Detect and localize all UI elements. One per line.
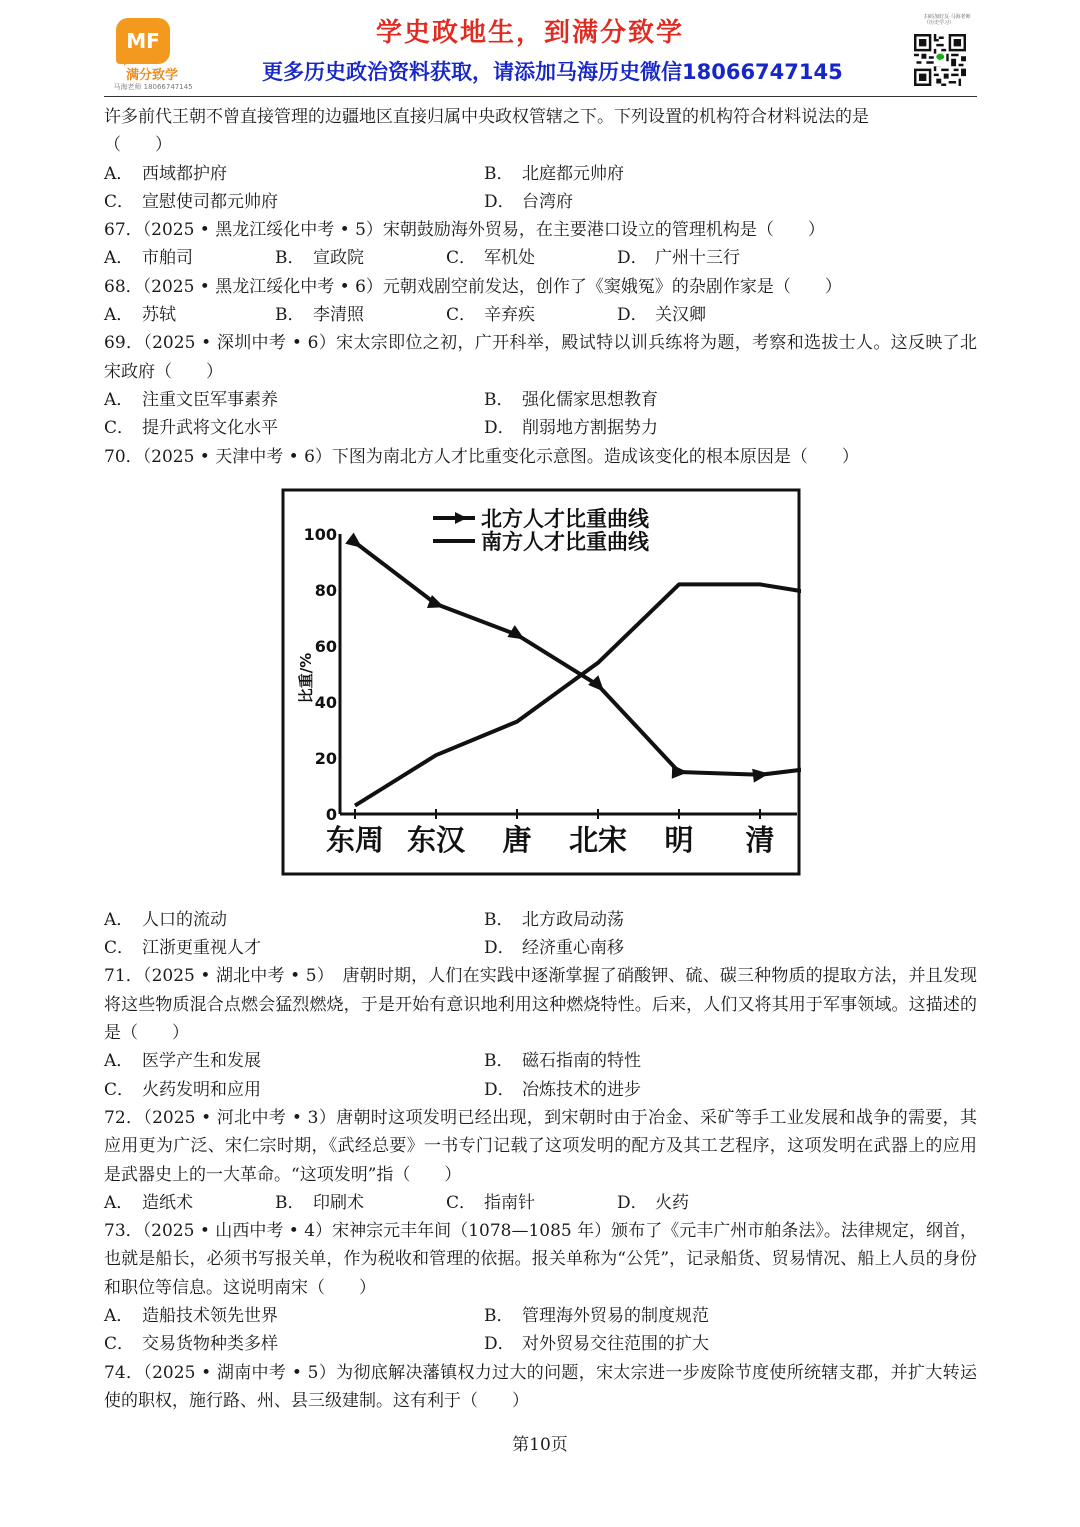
option-c[interactable]: C． 江浙更重视人才 xyxy=(104,938,261,959)
brand-name: 满分致学 xyxy=(125,68,178,83)
chart-area xyxy=(104,471,977,906)
y-axis-title: 比重/% xyxy=(297,652,315,704)
talent-ratio-chart xyxy=(281,488,801,876)
question-66 xyxy=(104,103,977,216)
option-c[interactable]: C． 提升武将文化水平 xyxy=(104,418,278,439)
options-row xyxy=(104,906,977,934)
options-row xyxy=(104,1302,977,1330)
option-d[interactable]: D． 削弱地方割据势力 xyxy=(484,418,658,439)
page-number: 第10页 xyxy=(512,1435,568,1455)
question-stem: 许多前代王朝不曾直接管理的边疆地区直接归属中央政权管辖之下。下列设置的机构符合材料说法的是 xyxy=(104,107,869,127)
y-tick-label: 20 xyxy=(314,748,337,768)
x-category-label: 东周 xyxy=(325,822,385,857)
options-row xyxy=(104,1189,977,1217)
option-b[interactable]: B． 北方政局动荡 xyxy=(484,909,624,930)
question-73 xyxy=(104,1217,977,1358)
page-header xyxy=(0,0,1080,96)
brand-logo: MF xyxy=(116,18,170,64)
option-c[interactable]: C． 指南针 xyxy=(446,1192,535,1213)
option-c[interactable]: C． 军机处 xyxy=(446,248,535,269)
option-d[interactable]: D． 经济重心南移 xyxy=(484,938,624,959)
qr-code-block xyxy=(914,14,971,86)
legend-label: 南方人才比重曲线 xyxy=(481,529,649,554)
question-stem: 71．（2025 • 湖北中考 • 5） 唐朝时期，人们在实践中逐渐掌握了硝酸钾、硫、碳三种物质的提取方法，并且发现将这些物质混合点燃会猛烈燃烧，于是开始有意识地利用这种燃烧特性。后来，人们又将其用于军事领域。这描述的是（ ） xyxy=(104,966,977,1044)
options-row xyxy=(104,934,977,962)
options-row xyxy=(104,386,977,414)
y-tick-label: 0 xyxy=(325,804,337,824)
options-row xyxy=(104,244,977,272)
option-d[interactable]: D． 对外贸易交往范围的扩大 xyxy=(484,1334,709,1355)
option-b[interactable]: B． 强化儒家思想教育 xyxy=(484,389,658,410)
option-a[interactable]: A． 造纸术 xyxy=(104,1192,193,1213)
header-promo: 更多历史政治资料获取，请添加马海历史微信18066747145 xyxy=(262,60,843,84)
option-b[interactable]: B． 磁石指南的特性 xyxy=(484,1051,641,1072)
header-slogan: 学史政地生，到满分致学 xyxy=(375,18,684,48)
option-c[interactable]: C． 宣慰使司都元帅府 xyxy=(104,191,278,212)
question-71 xyxy=(104,962,977,1103)
question-68 xyxy=(104,273,977,330)
question-69 xyxy=(104,329,977,442)
option-b[interactable]: B． 北庭都元帅府 xyxy=(484,163,624,184)
question-stem: 74．（2025 • 湖南中考 • 5）为彻底解决藩镇权力过大的问题，宋太宗进一步废除节度使所统辖支郡，并扩大转运使的职权，施行路、州、县三级建制。这有利于（ ） xyxy=(104,1362,977,1411)
question-stem: 72．（2025 • 河北中考 • 3）唐朝时这项发明已经出现，到宋朝时由于冶金、采矿等手工业发展和战争的需要，其应用更为广泛、宋仁宗时期，《武经总要》一书专门记载了这项发明的配方及其工艺程序，这项发明在武器上的应用是武器史上的一大革命。“这项发明”指（ ） xyxy=(104,1107,977,1185)
x-category-label: 明 xyxy=(664,822,694,857)
options-row xyxy=(104,301,977,329)
question-74 xyxy=(104,1359,977,1416)
option-a[interactable]: A． 医学产生和发展 xyxy=(104,1051,261,1072)
question-stem: 70．（2025 • 天津中考 • 6）下图为南北方人才比重变化示意图。造成该变化的根本原因是（ ） xyxy=(104,446,859,467)
question-stem: 67．（2025 • 黑龙江绥化中考 • 5）宋朝鼓励海外贸易，在主要港口设立的管理机构是（ ） xyxy=(104,220,825,241)
option-a[interactable]: A． 注重文臣军事素养 xyxy=(104,389,278,410)
option-a[interactable]: A． 人口的流动 xyxy=(104,909,227,930)
options-row xyxy=(104,160,977,188)
x-category-label: 北宋 xyxy=(568,822,628,857)
option-d[interactable]: D． 台湾府 xyxy=(484,191,573,212)
options-row xyxy=(104,1076,977,1104)
option-d[interactable]: D． 冶炼技术的进步 xyxy=(484,1079,641,1100)
option-d[interactable]: D． 火药 xyxy=(617,1192,689,1213)
option-a[interactable]: A． 苏轼 xyxy=(104,305,176,326)
x-category-label: 东汉 xyxy=(406,822,466,857)
question-stem: 68．（2025 • 黑龙江绥化中考 • 6）元朝戏剧空前发达，创作了《窦娥冤》的杂剧作家是（ ） xyxy=(104,276,842,297)
options-row xyxy=(104,1047,977,1075)
x-category-label: 清 xyxy=(745,822,775,857)
option-d[interactable]: D． 关汉卿 xyxy=(617,305,706,326)
option-d[interactable]: D． 广州十三行 xyxy=(617,248,740,269)
y-tick-label: 100 xyxy=(303,524,337,544)
brand-contact: 马海老师 18066747145 xyxy=(113,83,193,91)
question-stem: 69．（2025 • 深圳中考 • 6）宋太宗即位之初，广开科举，殿试特以训兵练将为题，考察和选拔士人。这反映了北宋政府（ ） xyxy=(104,333,977,382)
x-category-label: 唐 xyxy=(502,822,532,857)
y-tick-label: 40 xyxy=(314,692,337,712)
option-c[interactable]: C． 火药发明和应用 xyxy=(104,1079,261,1100)
header-divider xyxy=(104,96,977,97)
option-b[interactable]: B． 李清照 xyxy=(275,305,364,326)
option-b[interactable]: B． 印刷术 xyxy=(275,1192,364,1213)
options-row xyxy=(104,188,977,216)
option-c[interactable]: C． 交易货物种类多样 xyxy=(104,1334,278,1355)
qr-note: 扫码加好友·马海老师（历史学习） xyxy=(924,14,971,26)
option-a[interactable]: A． 造船技术领先世界 xyxy=(104,1306,278,1327)
option-b[interactable]: B． 管理海外贸易的制度规范 xyxy=(484,1306,709,1327)
legend-label: 北方人才比重曲线 xyxy=(481,506,649,531)
options-row xyxy=(104,1330,977,1358)
option-a[interactable]: A． 西域都护府 xyxy=(104,163,227,184)
y-tick-label: 80 xyxy=(314,580,337,600)
y-tick-label: 60 xyxy=(314,636,337,656)
question-70 xyxy=(104,443,977,963)
option-b[interactable]: B． 宣政院 xyxy=(275,248,364,269)
question-72 xyxy=(104,1104,977,1217)
option-c[interactable]: C． 辛弃疾 xyxy=(446,305,535,326)
options-row xyxy=(104,414,977,442)
question-stem: 73．（2025 • 山西中考 • 4）宋神宗元丰年间（1078—1085 年）颁布了《元丰广州市舶条法》。法律规定，纲首，也就是船长，必须书写报关单，作为税收和管理的依据。报关单称为“公凭”，记录船货、贸易情况、船上人员的身份和职位等信息。这说明南宋（ ） xyxy=(104,1221,977,1298)
option-a[interactable]: A． 市舶司 xyxy=(104,248,193,269)
question-list xyxy=(104,103,977,1415)
answer-blank: （ ） xyxy=(104,135,172,156)
question-67 xyxy=(104,216,977,273)
qr-code-icon xyxy=(914,34,966,86)
